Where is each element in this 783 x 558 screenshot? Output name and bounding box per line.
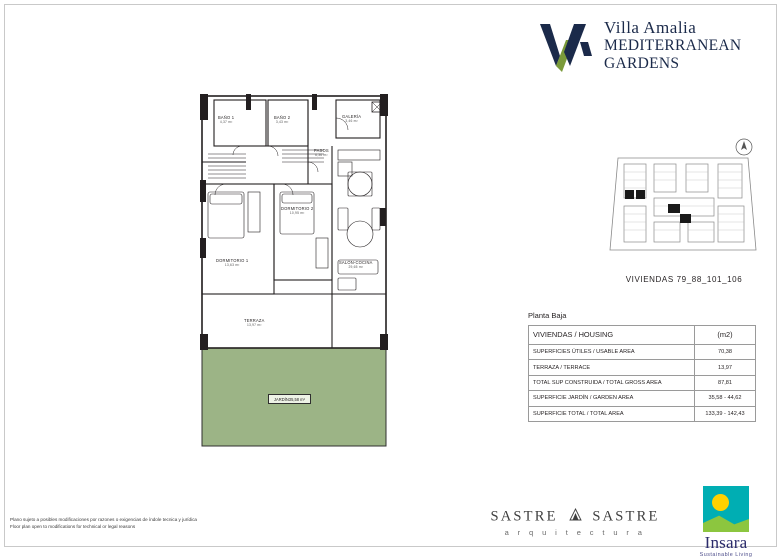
row-label: SUPERFICIES ÚTILES / USABLE AREA (529, 345, 695, 360)
housing-areas-table (528, 325, 756, 422)
row-value: 13,97 (695, 360, 756, 375)
row-value: 87,81 (695, 375, 756, 390)
row-label: TOTAL SUP CONSTRUIDA / TOTAL GROSS AREA (529, 375, 695, 390)
insara-logo-icon (703, 486, 749, 532)
architecture-studio-logo (470, 508, 680, 537)
sastre-triangle-icon (569, 508, 582, 526)
floor-plan-drawing (186, 88, 446, 458)
row-label: TERRAZA / TERRACE (529, 360, 695, 375)
room-label-dormitorio-1: DORMITORIO 1 13,63 m² (216, 258, 249, 267)
table-header-row (529, 326, 756, 345)
studio-subtitle: a r q u i t e c t u r a (504, 528, 646, 537)
sun-icon (712, 494, 729, 511)
developer-name: Insara (704, 533, 748, 552)
brand-text (604, 18, 774, 73)
table-row (529, 360, 756, 375)
room-label-pasos: PASOS 6,36 m² (314, 148, 329, 157)
room-label-galeria: GALERÍA 3,46 m² (342, 114, 362, 123)
table-row (529, 391, 756, 406)
brand-title: Villa Amalia (604, 18, 697, 37)
disclaimer-es: Plano sujeto a posibles modificaciones por razones o exigencias de índole tecnica y jurídica (10, 517, 197, 522)
table-header-unit: (m2) (695, 326, 756, 345)
row-value: 133,39 - 142,43 (695, 406, 756, 421)
studio-name-left: SASTRE (490, 508, 558, 525)
disclaimer-en: Floor plan open to modifications for technical or legal reasons (10, 524, 136, 529)
row-label: SUPERFICIE JARDÍN / GARDEN AREA (529, 391, 695, 406)
legal-disclaimer (10, 516, 340, 530)
room-label-salon-cocina: SALÓN-COCINA 29,65 m² (339, 260, 373, 269)
brand-subtitle-1: MEDITERRANEAN (604, 37, 742, 54)
room-label-dormitorio-2: DORMITORIO 2 10,95 m² (281, 206, 314, 215)
room-label-bano-1: BAÑO 1 4,37 m² (218, 115, 235, 124)
north-compass-icon (736, 139, 752, 155)
hill-icon (703, 512, 749, 532)
brand-header (536, 18, 766, 80)
room-label-terraza: TERRAZA 13,97 m² (244, 318, 265, 327)
table-header-label: VIVIENDAS / HOUSING (529, 326, 695, 345)
key-plan-caption: VIVIENDAS 79_88_101_106 (625, 275, 743, 284)
brand-subtitle-2: GARDENS (604, 55, 680, 72)
row-value: 70,38 (695, 345, 756, 360)
row-label: SUPERFICIE TOTAL / TOTAL AREA (529, 406, 695, 421)
room-label-bano-2: BAÑO 2 3,43 m² (274, 115, 291, 124)
developer-logo (686, 486, 766, 558)
studio-name (470, 508, 680, 526)
table-row (529, 345, 756, 360)
room-label-jardin: JARDÍN35,58 m² (268, 394, 311, 404)
table-row (529, 406, 756, 421)
row-value: 35,58 - 44,62 (695, 391, 756, 406)
villa-amalia-monogram-icon (536, 22, 598, 74)
site-key-plan (608, 138, 758, 266)
studio-name-right: SASTRE (592, 508, 660, 525)
planta-baja-label: Planta Baja (528, 311, 567, 320)
developer-tagline: Sustainable Living (699, 552, 753, 558)
table-row (529, 375, 756, 390)
